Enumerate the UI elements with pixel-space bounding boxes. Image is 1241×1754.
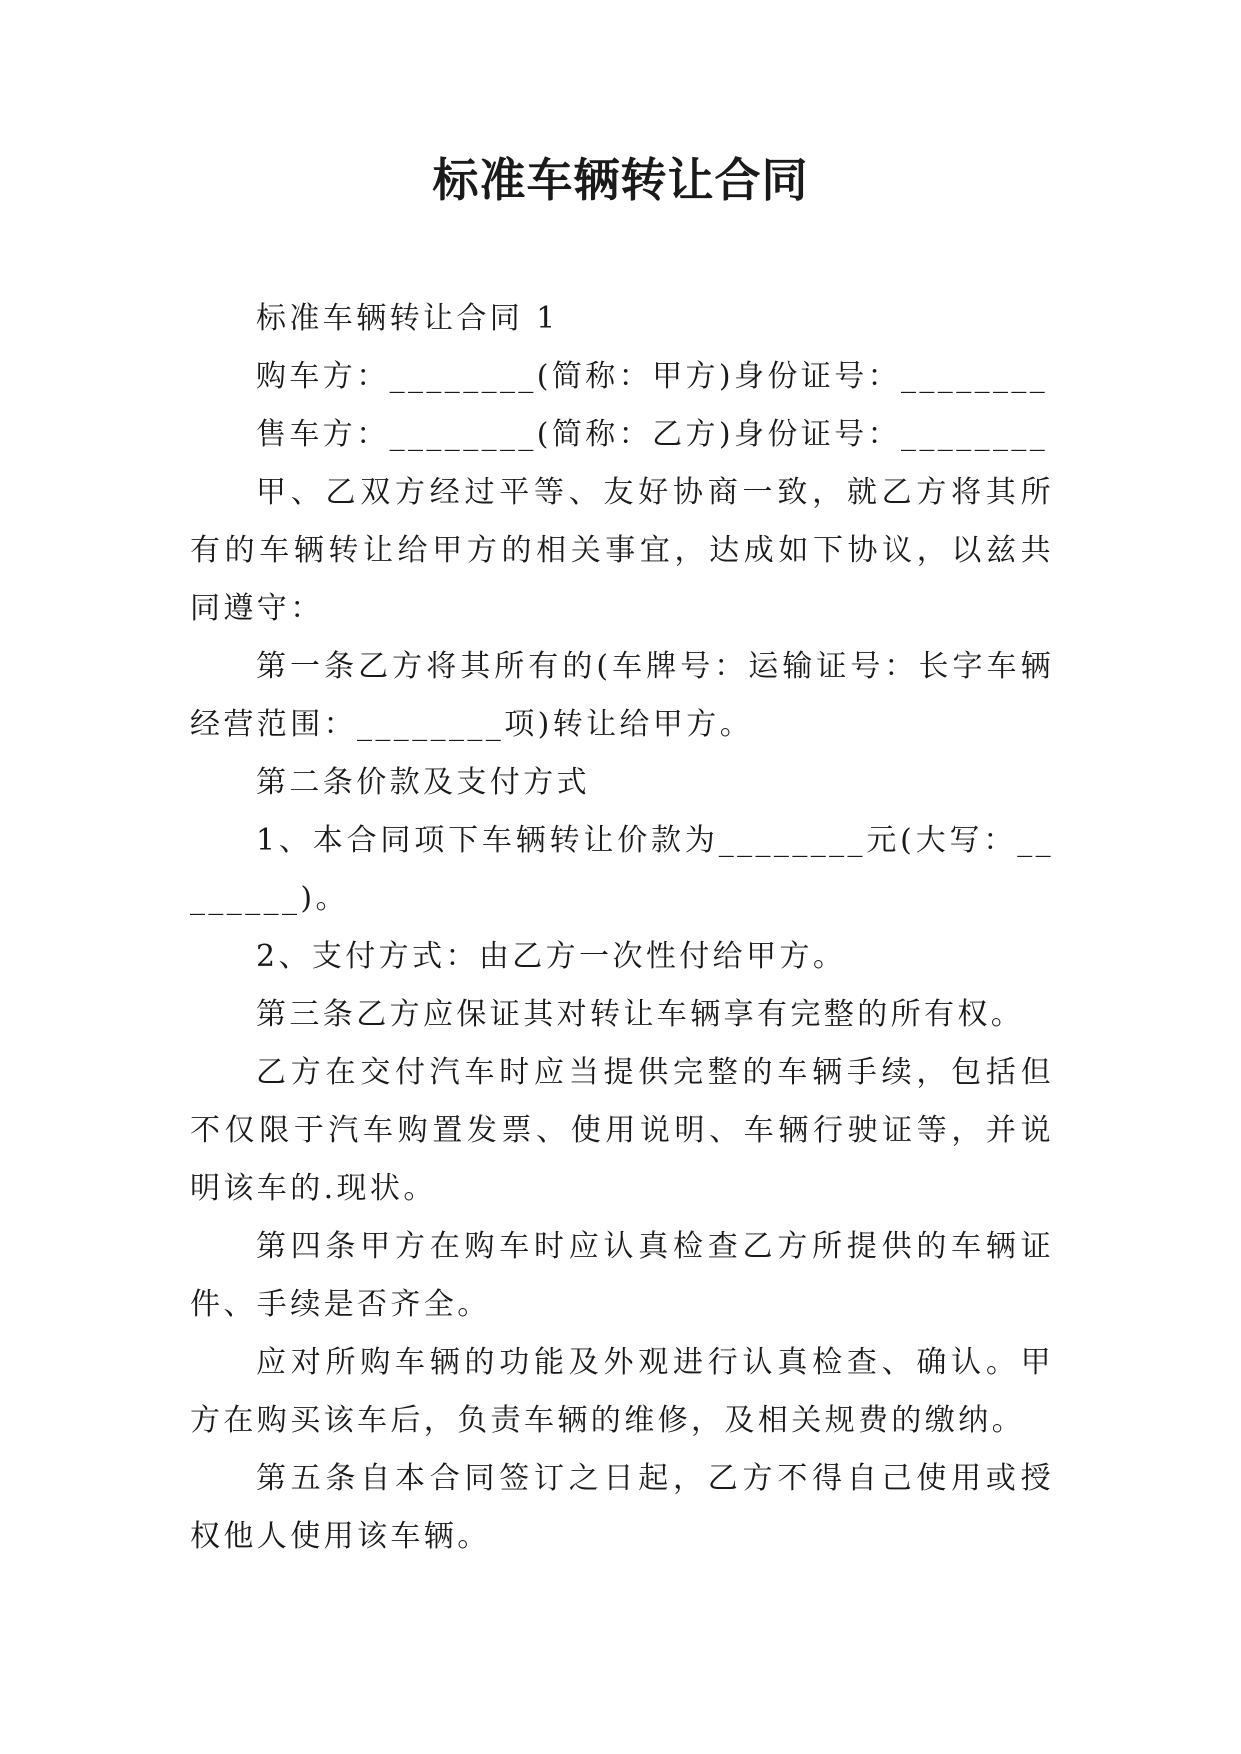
article-5: 第五条自本合同签订之日起，乙方不得自己使用或授权他人使用该车辆。 [190,1461,1054,1554]
preamble-paragraph: 甲、乙双方经过平等、友好协商一致，就乙方将其所有的车辆转让给甲方的相关事宜，达成如下协议，以兹共同遵守： [190,475,1054,626]
document-body [190,290,1054,1566]
article-4-detail: 应对所购车辆的功能及外观进行认真检查、确认。甲方在购买该车后，负责车辆的维修，及相关规费的缴纳。 [190,1345,1054,1438]
article-1: 第一条乙方将其所有的(车牌号：运输证号：长字车辆经营范围：________项)转让给甲方。 [190,649,1054,742]
contract-heading: 标准车辆转让合同 1 [256,301,559,336]
article-3-detail: 乙方在交付汽车时应当提供完整的车辆手续，包括但不仅限于汽车购置发票、使用说明、车辆行驶证等，并说明该车的.现状。 [190,1055,1054,1206]
article-3: 第三条乙方应保证其对转让车辆享有完整的所有权。 [256,997,1025,1032]
article-2-heading: 第二条价款及支付方式 [256,765,590,800]
article-4: 第四条甲方在购车时应认真检查乙方所提供的车辆证件、手续是否齐全。 [190,1229,1054,1322]
article-2-item-1: 1、本合同项下车辆转让价款为________元(大写：________)。 [190,823,1054,916]
seller-line: 售车方：________(简称：乙方)身份证号：________ [256,417,1049,452]
article-2-item-2: 2、支付方式：由乙方一次性付给甲方。 [256,939,847,974]
buyer-line: 购车方：________(简称：甲方)身份证号：________ [256,359,1049,394]
document-title: 标准车辆转让合同 [432,153,809,207]
